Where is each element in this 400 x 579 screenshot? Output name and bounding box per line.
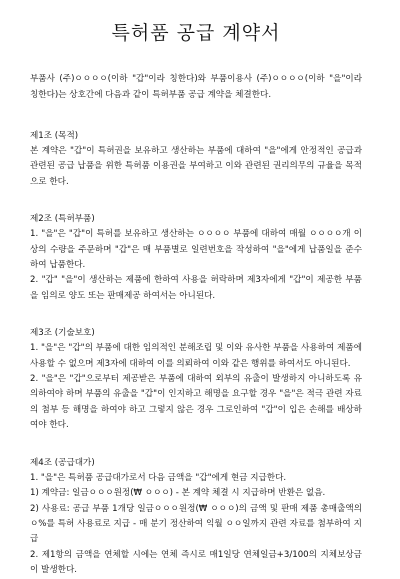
article-2 (30, 212, 362, 304)
article-paragraph: 1. "을"은 "갑"의 부품에 대한 임의적인 분해조립 및 이와 유사한 부품을 사용하여 제품에 사용할 수 없으며 제3자에 대하여 이를 의뢰하여 이와 같은 행위를 하여서도 아니된다. (30, 343, 362, 369)
article-heading: 제3조 (기술보호) (30, 328, 95, 339)
article-paragraph: 2. 제1항의 금액을 연체할 시에는 연체 즉시로 매1일당 연체일금+3/100의 지체보상금이 발생한다. (30, 549, 362, 576)
article-paragraph: 본 계약은 "갑"이 특허권을 보유하고 생산하는 부품에 대하여 "을"에게 안정적인 공급과 관련된 공급 납품을 위한 특허품 이용권을 부여하고 이와 관련된 권리의무의 규율을 목적으로 한다. (30, 146, 362, 187)
article-paragraph: 2. "을"은 "갑"으로부터 제공받은 부품에 대하여 외부의 유출이 발생하지 아니하도록 유의하여야 하며 부품의 유출을 "갑"이 인지하고 해명을 요구할 경우 "을"은 적극 관련 자료의 첨부 등 해명을 하여야 하고 그렇지 않은 경우 그로인하여 "갑"이 입은 손해를 배상하여야 한다. (30, 374, 362, 431)
article-paragraph: 2) 사용료: 공급 부품 1개당 일금ㅇㅇㅇ원정(₩ ㅇㅇㅇ)의 금액 및 판매 제품 총매출액의 ㅇ%를 특허 사용료로 지급 - 매 분기 정산하여 익월 ㅇㅇ일까지 관련 자료를 첨부하여 지급 (30, 503, 362, 545)
article-heading: 제1조 (목적) (30, 131, 79, 141)
article-heading: 제2조 (특허부품) (30, 214, 95, 225)
article-paragraph: 1) 계약금: 일금ㅇㅇㅇ원정(₩ ㅇㅇㅇ) - 본 계약 체결 시 지급하며 반환은 없음. (30, 488, 326, 499)
article-paragraph: 1. "을"은 "갑"이 특허를 보유하고 생산하는 ㅇㅇㅇㅇ 부품에 대하여 매월 ㅇㅇㅇㅇ개 이상의 수량을 주문하며 "갑"은 매 부품별로 일련번호을 작성하여 "을"에게 납품일을 준수하여 납품한다. (30, 229, 362, 271)
document-title: 특허품 공급 계약서 (111, 22, 281, 44)
article-1 (30, 129, 362, 190)
article-3 (30, 326, 362, 433)
article-heading: 제4조 (공급대가) (30, 457, 95, 468)
article-paragraph: 1. "을"은 특허품 공급대가로서 다음 금액을 "갑"에게 현금 지급한다. (30, 472, 287, 483)
intro-paragraph: 부품사 (주)ㅇㅇㅇㅇ(이하 "갑"이라 칭한다)와 부품이용사 (주)ㅇㅇㅇㅇ(이하 "을"이라 칭한다)는 상호간에 다음과 같이 특허부품 공급 계약을 체결한다. (30, 74, 362, 100)
article-paragraph: 2. "갑" "을"이 생산하는 제품에 한하여 사용을 허락하며 제3자에게 "갑"이 제공한 부품을 임의로 양도 또는 판매제공 하여서는 아니된다. (30, 275, 362, 301)
article-4 (30, 456, 362, 579)
